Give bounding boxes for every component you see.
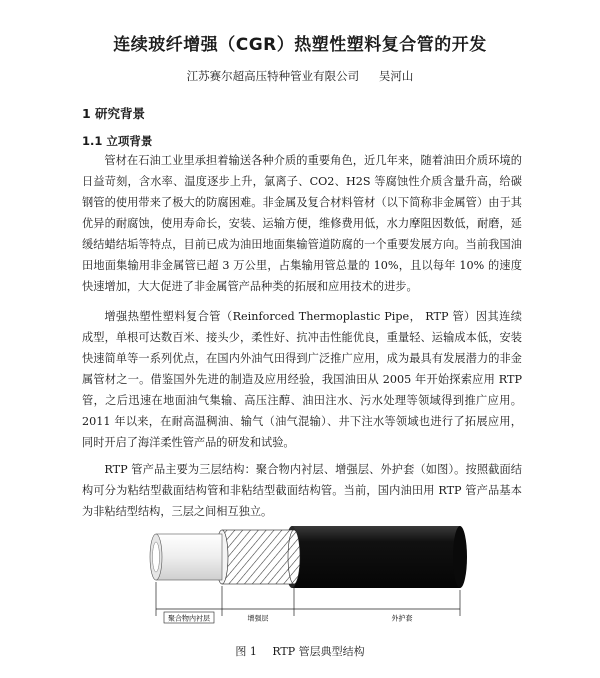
label-inner-liner: 聚合物内衬层 (168, 614, 210, 623)
rtp-pipe-figure (140, 512, 470, 632)
author-affiliation: 江苏赛尔超高压特种管业有限公司 (186, 69, 360, 83)
paper-title: 连续玻纤增强（CGR）热塑性塑料复合管的开发 (113, 35, 487, 55)
rtp-pipe-diagram (140, 512, 470, 632)
subsection-heading: 1.1 立项背景 (82, 134, 153, 148)
inner-liner-layer (150, 534, 222, 580)
figure-caption-text: RTP 管层典型结构 (272, 645, 365, 658)
paragraph-2: 增强热塑性塑料复合管（Reinforced Thermoplastic Pipe， RTP 管）因其连续成型，单根可达数百米、接头少，柔性好、抗冲击性能优良，重量轻、运输成本低，安装快速简单等一系列优点，在国内外油气田得到广泛推广应用，成为最具有发展潜力的非金属管材之一。借鉴国外先进的制造及应用经验，我国油田从 2005 年开始探索应用 RTP 管，之后迅速在地面油气集输、高压注醇、油田注水、污水处理等领域得到推广应用。2011 年以来，在耐高温稠油、输气（油气混输）、井下注水等领域也进行了拓展应用，同时开启了海洋柔性管产品的研发和试验。 (82, 310, 522, 449)
label-outer-jacket: 外护套 (391, 614, 413, 623)
section-heading: 1 研究背景 (82, 106, 146, 121)
figure-number: 图 1 (235, 645, 257, 658)
reinforcement-layer (216, 530, 300, 584)
author-name: 吴河山 (378, 69, 414, 83)
label-reinforcement: 增强层 (247, 614, 269, 623)
outer-jacket-layer (285, 526, 467, 588)
paragraph-1: 管材在石油工业里承担着输送各种介质的重要角色，近几年来，随着油田介质环境的日益苛刻，含水率、温度逐步上升，氯离子、CO2、H2S 等腐蚀性介质含量升高，给碳钢管的使用带来了极大的防腐困难。非金属及复合材料管材（以下简称非金属管）由于其优异的耐腐蚀，使用寿命长，安装、运输方便，维修费用低，水力摩阻因数低，耐磨，延缓结蜡结垢等特点，目前已成为油田地面集输管道防腐的一个重要发展方向。当前我国油田地面集输用非金属管已超 3 万公里，占集输用管总量的 10%，且以每年 10% 的速度快速增加，大大促进了非金属管产品种类的拓展和应用技术的进步。 (82, 154, 522, 293)
figure-caption (0, 643, 600, 659)
author-line (0, 68, 600, 84)
paragraph-3: RTP 管产品主要为三层结构：聚合物内衬层、增强层、外护套（如图）。按照截面结构可分为粘结型截面结构管和非粘结型截面结构管。当前，国内油田用 RTP 管产品基本为非粘结型结构，三层之间相互独立。 (82, 463, 522, 518)
